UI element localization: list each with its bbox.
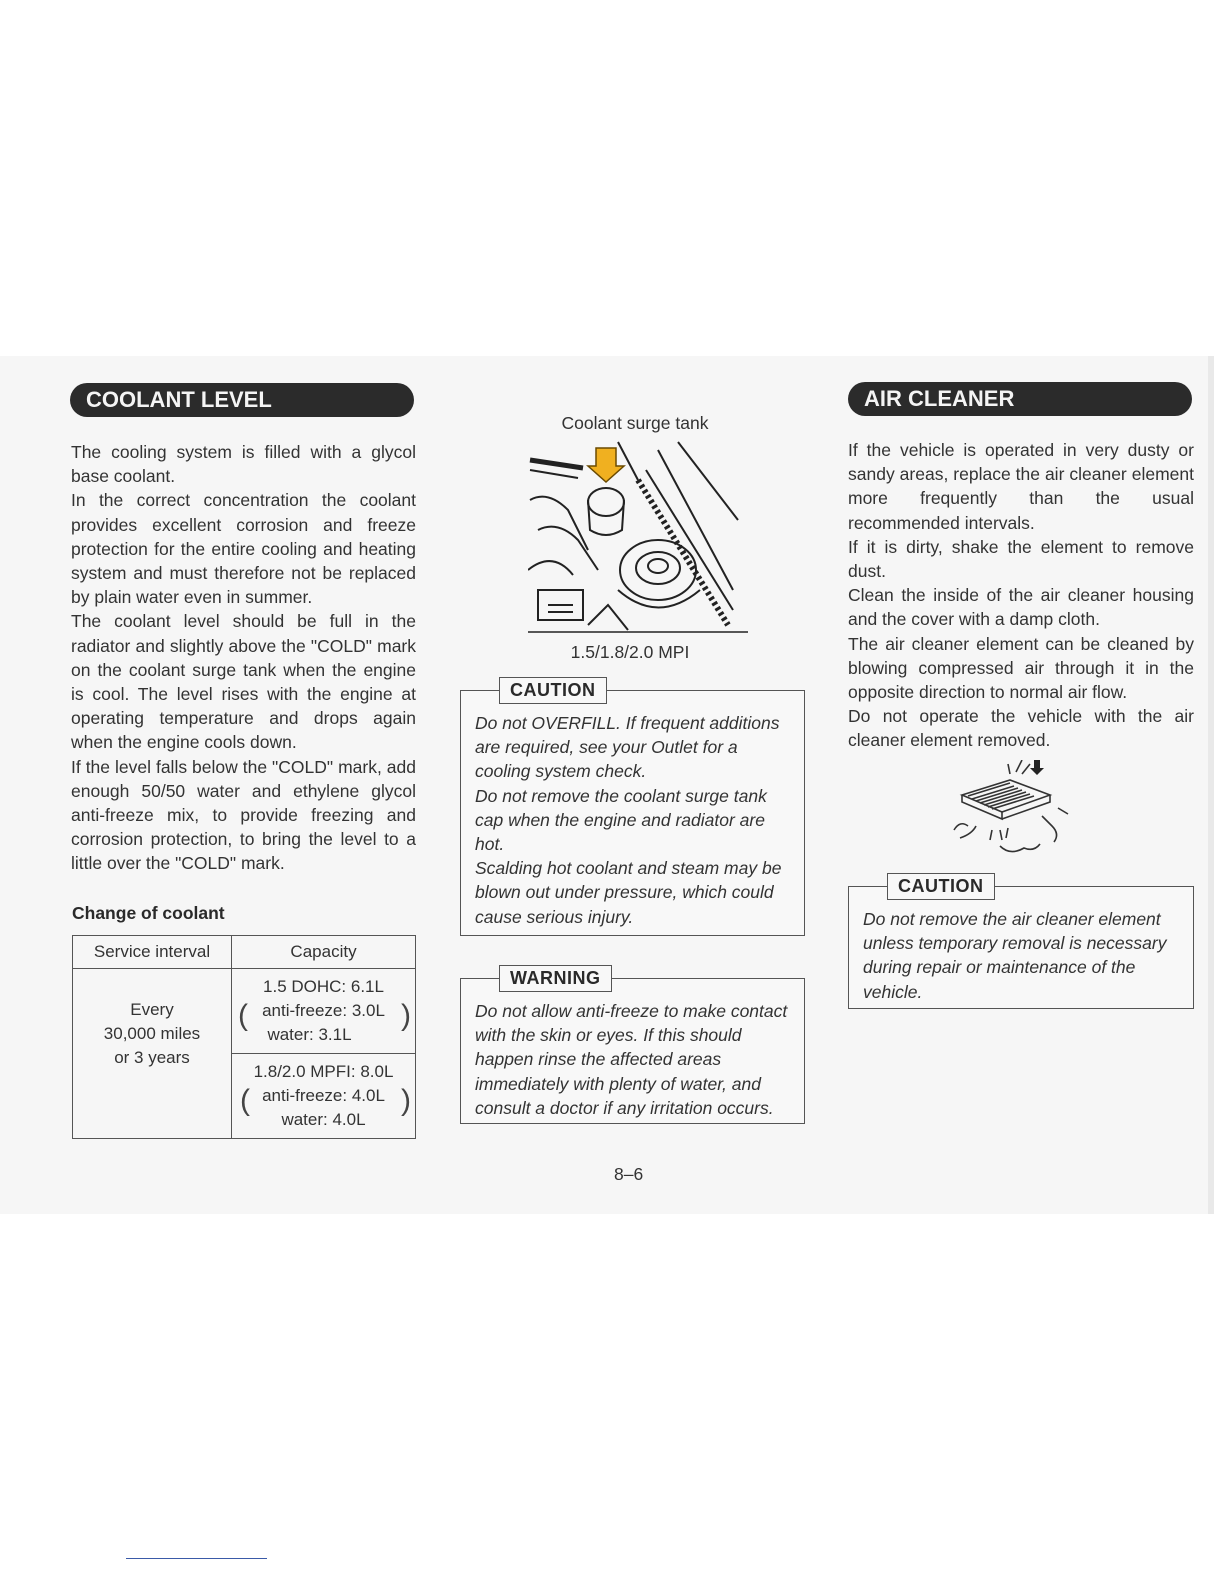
figure-caption: 1.5/1.8/2.0 MPI bbox=[570, 642, 690, 662]
close-bracket: ) bbox=[401, 999, 411, 1032]
caution-label: CAUTION bbox=[499, 677, 607, 704]
caution-box-coolant bbox=[460, 680, 805, 936]
capacity-title: 1.8/2.0 MPFI: 8.0L bbox=[253, 1062, 394, 1081]
warning-label: WARNING bbox=[499, 965, 612, 992]
interval-line: Every bbox=[130, 999, 174, 1019]
warning-text bbox=[475, 999, 795, 1120]
page-edge-shadow bbox=[1208, 356, 1214, 1214]
coolant-level-heading-text: COOLANT LEVEL bbox=[86, 387, 272, 412]
caution-paragraph: Do not OVERFILL. If frequent additions are required, see your Outlet for a cooling system check. bbox=[475, 713, 780, 782]
table-header-service-interval: Service interval bbox=[73, 936, 232, 969]
capacity-water: water: 3.1L bbox=[267, 1025, 352, 1044]
coolant-service-table bbox=[72, 935, 416, 1139]
coolant-paragraph: In the correct concentration the coolant provides excellent corrosion and freeze protection for the entire cooling and heating system and must therefore not be replaced by plain water even in summer. bbox=[71, 490, 416, 608]
capacity-cell-mpfi bbox=[232, 1054, 416, 1139]
air-cleaner-heading-text: AIR CLEANER bbox=[864, 386, 1015, 411]
caution-text bbox=[475, 711, 795, 929]
air-cleaner-paragraph: Clean the inside of the air cleaner housing and the cover with a damp cloth. bbox=[848, 585, 1194, 630]
air-cleaner-paragraph: If it is dirty, shake the element to remove dust. bbox=[848, 536, 1194, 582]
capacity-cell-dohc bbox=[232, 969, 416, 1054]
warning-box bbox=[460, 968, 805, 1124]
service-interval-cell bbox=[73, 969, 232, 1139]
close-bracket: ) bbox=[401, 1084, 411, 1117]
interval-line: 30,000 miles bbox=[103, 1023, 201, 1043]
caution-paragraph: Scalding hot coolant and steam may be blown out under pressure, which could cause serious injury. bbox=[475, 858, 782, 927]
interval-line: or 3 years bbox=[114, 1047, 190, 1067]
caution-paragraph: Do not remove the air cleaner element unless temporary removal is necessary during repair or maintenance of the vehicle. bbox=[863, 909, 1167, 1002]
caution-paragraph: Do not remove the coolant surge tank cap when the engine and radiator are hot. bbox=[475, 785, 767, 855]
capacity-antifreeze: anti-freeze: 3.0L bbox=[262, 1001, 385, 1020]
warning-paragraph: Do not allow anti-freeze to make contact with the skin or eyes. If this should happen rinse the affected areas immediately with plenty of water, and consult a doctor if any irritation occurs. bbox=[475, 1001, 788, 1118]
scan-artifact-line bbox=[126, 1558, 267, 1559]
air-cleaner-paragraph: If the vehicle is operated in very dusty or sandy areas, replace the air cleaner element more frequently than the usual recommended intervals. bbox=[848, 440, 1194, 533]
capacity-antifreeze: anti-freeze: 4.0L bbox=[262, 1086, 385, 1105]
air-cleaner-heading bbox=[848, 382, 1192, 416]
figure-label: Coolant surge tank bbox=[561, 413, 709, 433]
open-bracket: ( bbox=[238, 999, 248, 1032]
coolant-paragraph: The coolant level should be full in the radiator and slightly above the "COLD" mark on the coolant surge tank when the engine is cool. The level rises with the engine at operating temperature and drops again when the engine cools down. bbox=[71, 611, 416, 753]
coolant-surge-tank-illustration bbox=[528, 440, 748, 640]
caution-box-air-cleaner bbox=[848, 876, 1194, 1009]
table-header-capacity: Capacity bbox=[232, 936, 416, 969]
open-bracket: ( bbox=[240, 1084, 250, 1117]
caution-text bbox=[863, 907, 1185, 1004]
air-cleaner-paragraph: Do not operate the vehicle with the air cleaner element removed. bbox=[848, 706, 1194, 751]
caution-label: CAUTION bbox=[887, 873, 995, 900]
capacity-water: water: 4.0L bbox=[281, 1110, 366, 1129]
arrow-down-icon bbox=[1030, 760, 1044, 775]
coolant-paragraph: If the level falls below the "COLD" mark, add enough 50/50 water and ethylene glycol anti-freeze mix, to provide freezing and corrosion protection, to bring the level to a little over the "COLD" mark. bbox=[71, 756, 416, 874]
air-cleaner-paragraph: The air cleaner element can be cleaned by blowing compressed air through it in the opposite direction to normal air flow. bbox=[848, 633, 1194, 703]
coolant-paragraph: The cooling system is filled with a glycol base coolant. bbox=[71, 442, 416, 487]
air-cleaner-text bbox=[848, 438, 1194, 753]
change-of-coolant-heading: Change of coolant bbox=[72, 903, 225, 923]
air-filter-illustration bbox=[950, 760, 1080, 860]
coolant-level-text bbox=[71, 440, 416, 876]
down-arrow-icon bbox=[588, 448, 624, 482]
capacity-title: 1.5 DOHC: 6.1L bbox=[263, 977, 384, 996]
page-number: 8–6 bbox=[614, 1164, 644, 1184]
coolant-level-heading bbox=[70, 383, 414, 417]
